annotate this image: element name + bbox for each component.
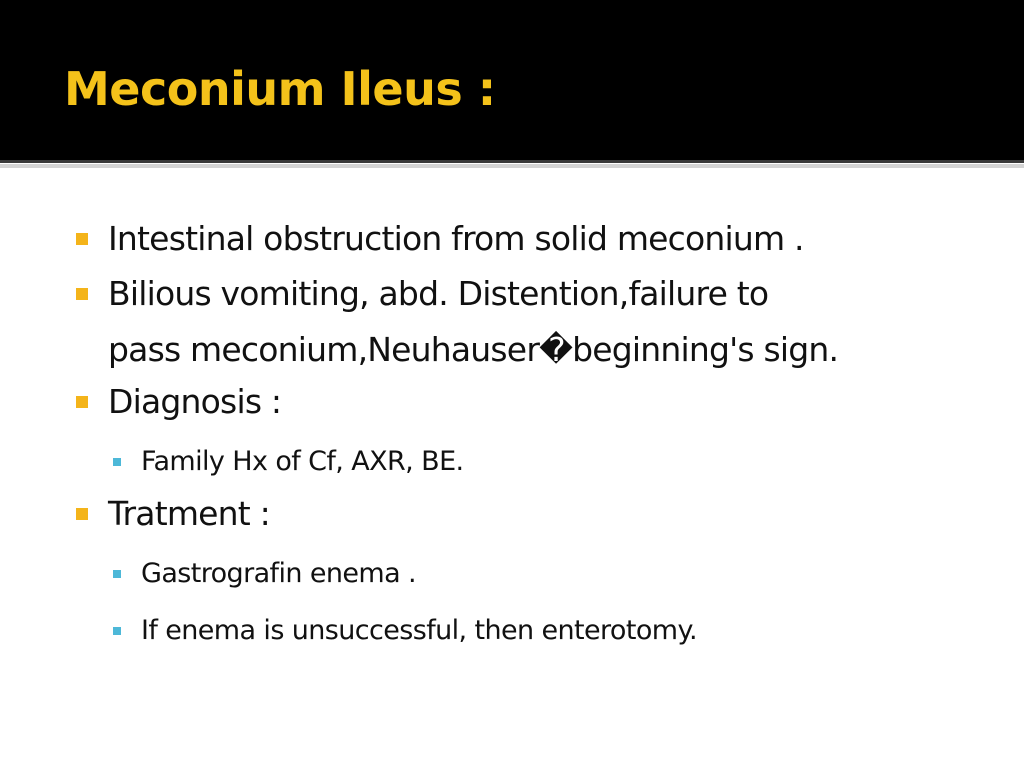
square-bullet-icon	[76, 288, 88, 300]
bullet-text: Diagnosis :	[108, 382, 282, 421]
sub-bullet-text: If enema is unsuccessful, then enterotomy.	[141, 615, 697, 646]
square-bullet-icon	[76, 508, 88, 520]
bullet-text: Bilious vomiting, abd. Distention,failure to	[108, 274, 769, 313]
square-sub-bullet-icon	[113, 570, 121, 578]
square-sub-bullet-icon	[113, 627, 121, 635]
sub-bullet-text: Gastrografin enema .	[141, 558, 416, 589]
square-sub-bullet-icon	[113, 458, 121, 466]
square-bullet-icon	[76, 396, 88, 408]
bullet-text-continuation: pass meconium,Neuhauser�beginning's sign.	[108, 330, 839, 369]
bullet-text: Intestinal obstruction from solid meconium .	[108, 219, 804, 258]
slide-title: Meconium Ileus :	[64, 62, 496, 116]
sub-bullet-text: Family Hx of Cf, AXR, BE.	[141, 446, 464, 477]
square-bullet-icon	[76, 233, 88, 245]
bullet-text: Tratment :	[108, 494, 270, 533]
